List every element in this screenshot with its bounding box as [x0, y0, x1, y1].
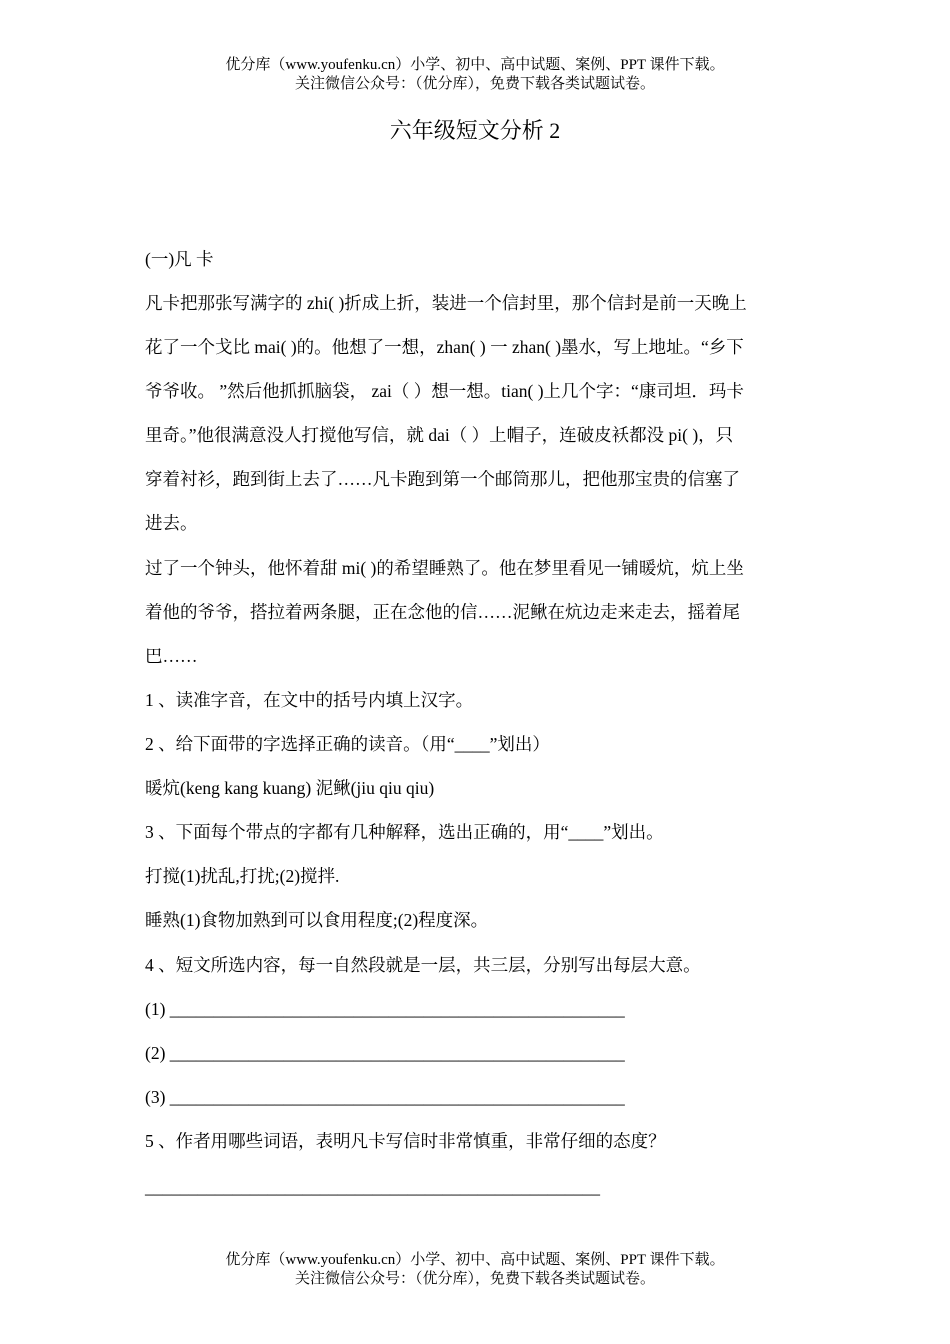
answer-line-1[interactable]: (1) ____________________________________________________ — [145, 999, 625, 1019]
question-3-item-2: 睡熟(1)食物加熟到可以食用程度;(2)程度深。 — [145, 910, 489, 930]
question-3: 3 、下面每个带点的字都有几种解释，选出正确的，用“____”划出。 — [145, 822, 664, 842]
question-2-item: 暖炕(keng kang kuang) 泥鳅(jiu qiu qiu) — [145, 778, 435, 798]
page-title: 六年级短文分析 2 — [389, 118, 561, 143]
passage-line: 爷爷收。 ”然后他抓抓脑袋， zai（ ）想一想。tian( )上几个字：“康司坦．玛卡 — [145, 381, 744, 401]
answer-line-2[interactable]: (2) ____________________________________________________ — [145, 1043, 625, 1063]
answer-line-5[interactable]: ____________________________________________________ — [145, 1177, 600, 1197]
passage-line: 凡卡把那张写满字的 zhi( )折成上折，装进一个信封里，那个信封是前一天晚上 — [145, 293, 747, 313]
question-1: 1 、读准字音，在文中的括号内填上汉字。 — [145, 690, 474, 710]
question-4: 4 、短文所选内容，每一自然段就是一层，共三层，分别写出每层大意。 — [145, 955, 701, 975]
passage-line: 巴…… — [145, 646, 198, 666]
passage-line: 里奇。”他很满意没人打搅他写信，就 dai（ ）上帽子，连破皮袄都没 pi( )，只 — [145, 425, 734, 445]
question-3-item-1: 打搅(1)扰乱,打扰;(2)搅拌. — [145, 866, 340, 886]
section-title: (一)凡 卡 — [145, 249, 214, 269]
footer-line-1: 优分库（www.youfenku.cn）小学、初中、高中试题、案例、PPT 课件下载。 — [225, 1252, 725, 1268]
page-footer — [0, 1251, 950, 1289]
passage-line: 穿着衬衫，跑到街上去了……凡卡跑到第一个邮筒那儿，把他那宝贵的信塞了 — [145, 469, 740, 489]
passage-line: 花了一个戈比 mai( )的。他想了一想，zhan( ) 一 zhan( )墨水，写上地址。“乡下 — [145, 337, 744, 357]
header-line-2: 关注微信公众号：（优分库），免费下载各类试题试卷。 — [294, 76, 655, 92]
header-line-1: 优分库（www.youfenku.cn）小学、初中、高中试题、案例、PPT 课件下载。 — [225, 57, 725, 73]
page-header — [0, 56, 950, 94]
passage-line: 过了一个钟头，他怀着甜 mi( )的希望睡熟了。他在梦里看见一铺暖炕，炕上坐 — [145, 558, 744, 578]
question-2: 2 、给下面带的字选择正确的读音。（用“____”划出） — [145, 734, 550, 754]
passage-line: 进去。 — [145, 513, 198, 533]
footer-line-2: 关注微信公众号：（优分库），免费下载各类试题试卷。 — [294, 1271, 655, 1287]
answer-line-3[interactable]: (3) ____________________________________________________ — [145, 1087, 625, 1107]
question-5: 5 、作者用哪些词语，表明凡卡写信时非常慎重，非常仔细的态度？ — [145, 1131, 666, 1151]
passage-line: 着他的爷爷，搭拉着两条腿，正在念他的信……泥鳅在炕边走来走去，摇着尾 — [145, 602, 740, 622]
